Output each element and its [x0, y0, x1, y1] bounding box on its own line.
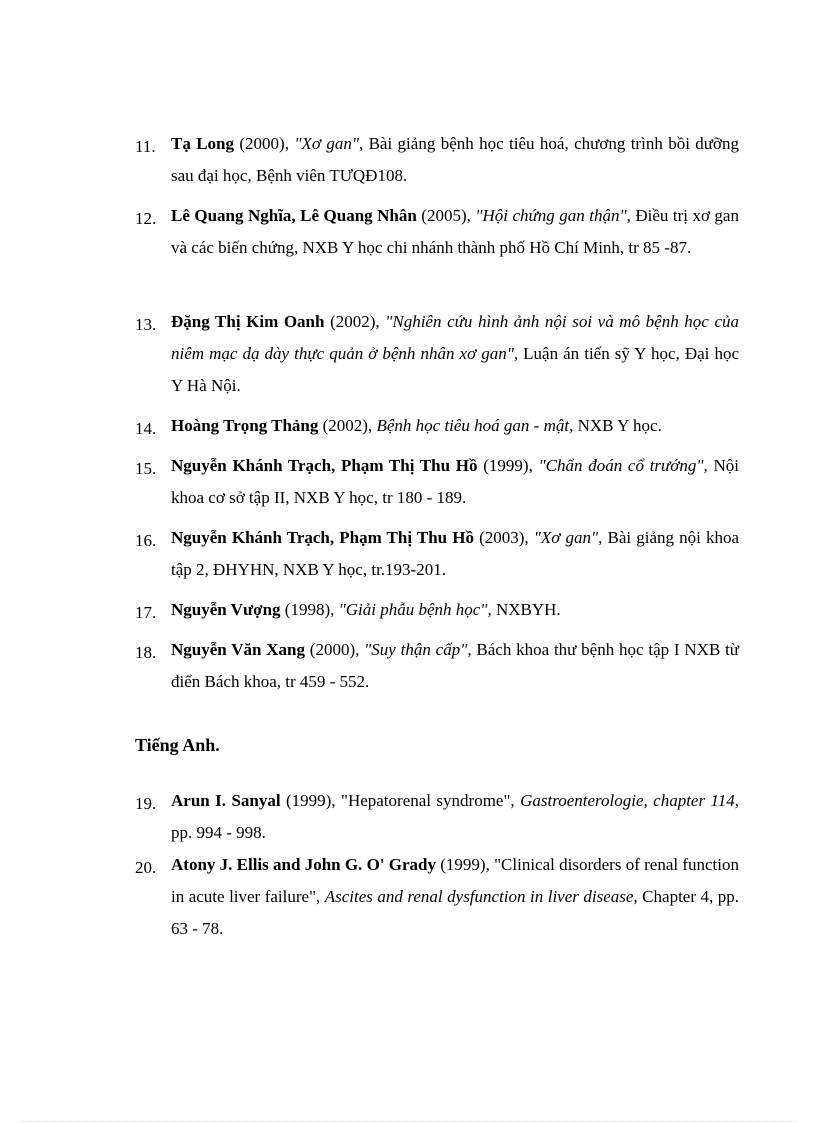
reference-title: "Xơ gan": [533, 528, 599, 547]
reference-source: , Điều trị xơ gan và các biến chứng, NXB Y học chi nhánh thành phố Hồ Chí Minh, tr 85 -87.: [171, 206, 739, 257]
reference-year: (2002),: [324, 312, 386, 331]
reference-author: Tạ Long: [171, 134, 235, 153]
reference-number: 16.: [135, 531, 157, 550]
reference-author: Nguyễn Khánh Trạch, Phạm Thị Thu Hồ: [171, 528, 474, 547]
reference-number: 12.: [135, 209, 157, 228]
reference-year: (2003),: [473, 528, 534, 547]
reference-year: (1999),: [436, 855, 495, 874]
reference-item: [135, 128, 739, 192]
reference-number: 13.: [135, 315, 157, 334]
reference-author: Arun I. Sanyal: [171, 791, 281, 810]
reference-number: 14.: [135, 419, 157, 438]
reference-source: , Bài giảng nội khoa tập 2, ĐHYHN, NXB Y học, tr.193-201.: [171, 528, 740, 579]
reference-item: [135, 522, 739, 586]
reference-number: 11.: [135, 137, 156, 156]
reference-year: (1998),: [280, 600, 339, 619]
reference-item: [135, 306, 739, 402]
reference-item: [135, 594, 739, 626]
reference-author: Lê Quang Nghĩa, Lê Quang Nhân: [171, 206, 417, 225]
reference-author: Nguyễn Khánh Trạch, Phạm Thị Thu Hồ: [171, 456, 478, 475]
reference-item: [135, 450, 739, 514]
reference-author: Hoàng Trọng Thảng: [171, 416, 319, 435]
reference-number: 20.: [135, 858, 157, 877]
page-bottom-divider: [20, 1121, 796, 1122]
section-heading: Tiếng Anh.: [135, 735, 220, 755]
reference-source: , NXBYH.: [487, 600, 561, 619]
reference-year: (2005),: [416, 206, 476, 225]
reference-year: (2000),: [234, 134, 295, 153]
reference-title: "Chẩn đoán cổ trướng": [538, 456, 704, 475]
reference-author: Nguyễn Vượng: [171, 600, 281, 619]
reference-year: (2000),: [304, 640, 365, 659]
reference-source: , Luận án tiến sỹ Y học, Đại học Y Hà Nội.: [171, 344, 739, 395]
reference-year: (1999),: [280, 791, 341, 810]
reference-author: Atony J. Ellis and John G. O' Grady: [171, 855, 437, 874]
reference-title: Bệnh học tiêu hoá gan - mật: [376, 416, 570, 435]
reference-source: , Bài giảng bệnh học tiêu hoá, chương trình bồi dưỡng sau đại học, Bệnh viên TƯQĐ108.: [171, 134, 739, 185]
reference-title: Ascites and renal dysfunction in liver disease,: [324, 887, 638, 906]
reference-article-title: "Hepatorenal syndrome",: [341, 791, 521, 810]
reference-number: 17.: [135, 603, 157, 622]
reference-source: , Nội khoa cơ sở tập II, NXB Y học, tr 180 - 189.: [171, 456, 739, 507]
reference-item: [135, 200, 739, 264]
reference-title: Gastroenterologie, chapter 114: [520, 791, 735, 810]
reference-article-title: "Clinical disorders of renal function in acute liver failure",: [171, 855, 740, 906]
reference-item: [135, 634, 739, 698]
reference-year: (2002),: [318, 416, 377, 435]
reference-title: "Nghiên cứu hình ảnh nội soi và mô bệnh học của niêm mạc dạ dày thực quản ở bệnh nhân xơ gan": [171, 312, 739, 363]
reference-item: [135, 410, 739, 442]
reference-title: "Giải phẫu bệnh học": [338, 600, 488, 619]
reference-title: "Hội chứng gan thận": [475, 206, 627, 225]
reference-author: Đặng Thị Kim Oanh: [171, 312, 325, 331]
reference-source: , pp. 994 - 998.: [171, 791, 739, 842]
reference-number: 19.: [135, 794, 157, 813]
reference-item: [135, 849, 739, 945]
reference-year: (1999),: [477, 456, 539, 475]
reference-source: , Bách khoa thư bệnh học tập I NXB từ điển Bách khoa, tr 459 - 552.: [171, 640, 740, 691]
reference-author: Nguyễn Văn Xang: [171, 640, 305, 659]
reference-item: [135, 785, 739, 849]
reference-number: 18.: [135, 643, 157, 662]
reference-title: "Suy thận cấp": [364, 640, 468, 659]
reference-source: Chapter 4, pp. 63 - 78.: [171, 887, 739, 938]
reference-source: , NXB Y học.: [569, 416, 662, 435]
reference-number: 15.: [135, 459, 157, 478]
reference-title: "Xơ gan": [294, 134, 359, 153]
